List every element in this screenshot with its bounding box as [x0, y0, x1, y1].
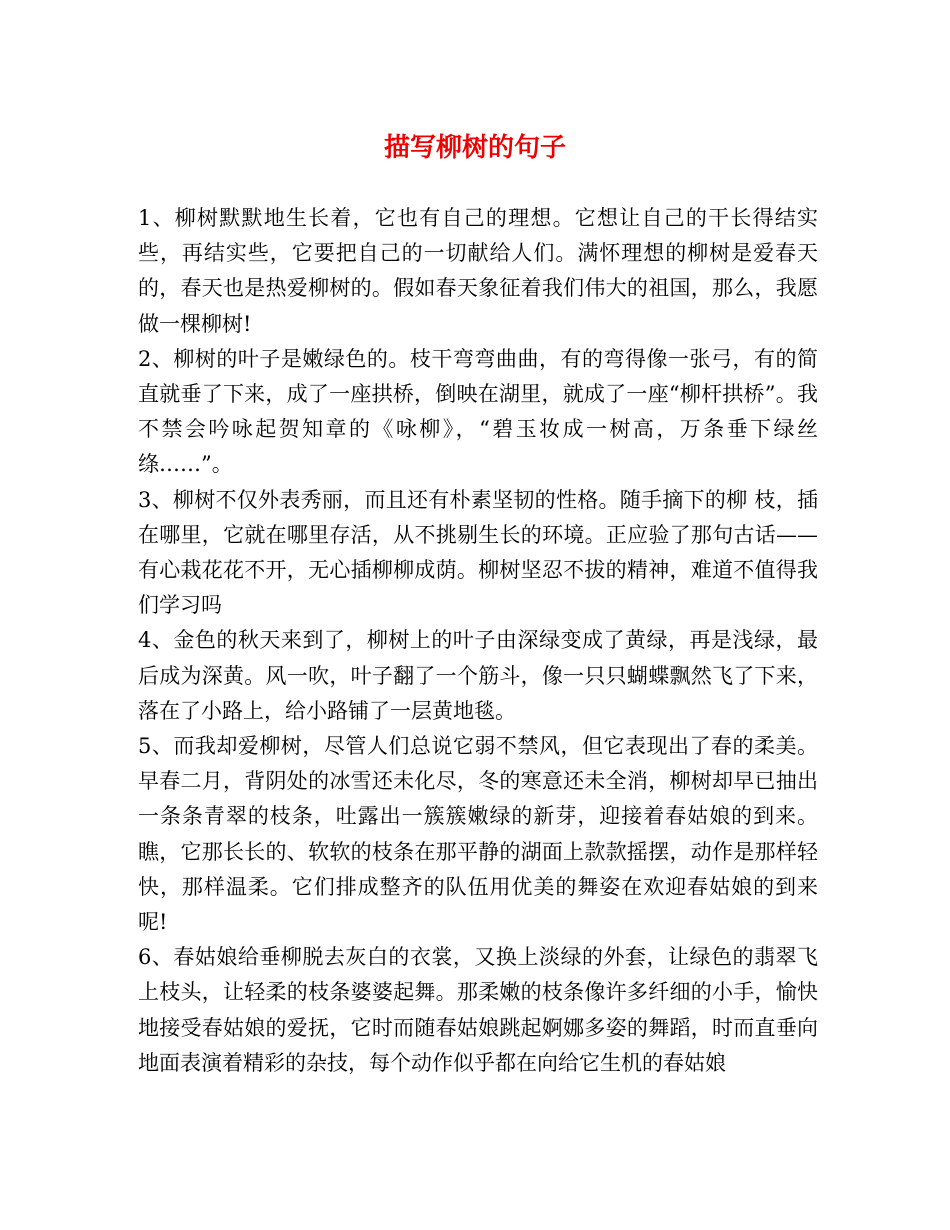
- document-body: [138, 201, 818, 1081]
- paragraph-4: 4、金色的秋天来到了，柳树上的叶子由深绿变成了黄绿，再是浅绿，最后成为深黄。风一吹，叶子翻了一个筋斗，像一只只蝴蝶飘然飞了下来，落在了小路上，给小路铺了一层黄地毯。: [138, 628, 818, 723]
- paragraph-1: 1、柳树默默地生长着，它也有自己的理想。它想让自己的干长得结实些，再结实些，它要把自己的一切献给人们。满怀理想的柳树是爱春天的，春天也是热爱柳树的。假如春天象征着我们伟大的祖国，那么，我愿做一棵柳树!: [138, 206, 818, 336]
- document-title: 描写柳树的句子: [383, 133, 566, 163]
- paragraph-5: 5、而我却爱柳树，尽管人们总说它弱不禁风，但它表现出了春的柔美。早春二月，背阴处的冰雪还未化尽，冬的寒意还未全消，柳树却早已抽出一条条青翠的枝条，吐露出一簇簇嫩绿的新芽，迎接着春姑娘的到来。瞧，它那长长的、软软的枝条在那平静的湖面上款款摇摆，动作是那样轻快，那样温柔。它们排成整齐的队伍用优美的舞姿在欢迎春姑娘的到来呢!: [138, 734, 818, 935]
- paragraph-6: 6、春姑娘给垂柳脱去灰白的衣裳，又换上淡绿的外套，让绿色的翡翠飞上枝头，让轻柔的枝条婆婆起舞。那柔嫩的枝条像许多纤细的小手，愉快地接受春姑娘的爱抚，它时而随春姑娘跳起婀娜多姿的舞蹈，时而直垂向地面表演着精彩的杂技，每个动作似乎都在向给它生机的春姑娘: [138, 945, 818, 1075]
- paragraph-3: 3、柳树不仅外表秀丽，而且还有朴素坚韧的性格。随手摘下的柳 枝，插在哪里，它就在哪里存活，从不挑剔生长的环境。正应验了那句古话——有心栽花花不开，无心插柳柳成荫。柳树坚忍不拔的精神，难道不值得我们学习吗: [138, 487, 818, 618]
- paragraph-2: 2、柳树的叶子是嫩绿色的。枝干弯弯曲曲，有的弯得像一张弓，有的简直就垂了下来，成了一座拱桥，倒映在湖里，就成了一座“柳杆拱桥”。我不禁会吟咏起贺知章的《咏柳》，“碧玉妆成一树高，万条垂下绿丝绦……”。: [138, 346, 818, 477]
